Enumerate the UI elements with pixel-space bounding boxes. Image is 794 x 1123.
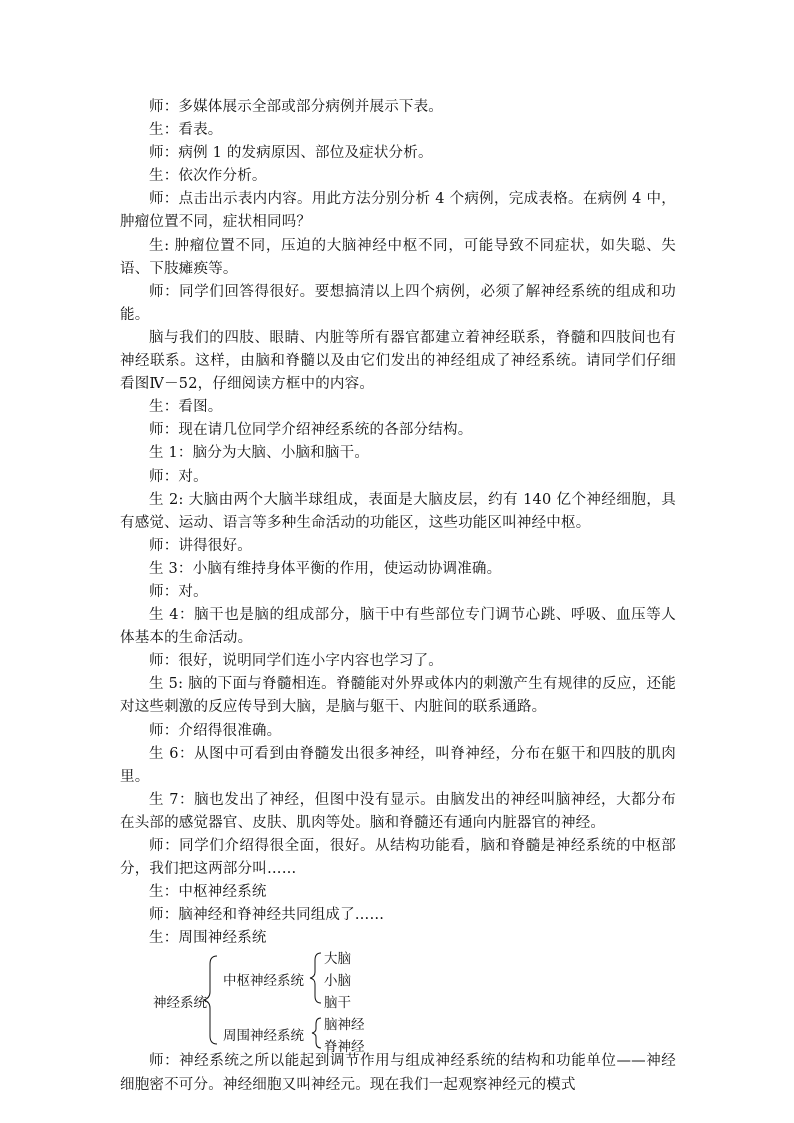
document-body <box>120 96 676 1097</box>
paragraph: 生：看表。 <box>149 122 223 139</box>
dialogue-paragraphs <box>120 96 676 950</box>
tree-branch-central: 中枢神经系统 <box>223 973 304 990</box>
paragraph: 师：同学们回答得很好。要想搞清以上四个病例，必须了解神经系统的组成和功能。 <box>120 283 676 323</box>
paragraph: 师：病例 1 的发病原因、部位及症状分析。 <box>149 145 433 162</box>
paragraph: 生: 肿瘤位置不同，压迫的大脑神经中枢不同，可能导致不同症状，如失聪、失语、下肢瘫痪等。 <box>120 237 676 277</box>
paragraph: 师：很好，说明同学们连小字内容也学习了。 <box>149 653 443 670</box>
paragraph: 师：对。 <box>149 583 208 600</box>
paragraph: 师：点击出示表内内容。用此方法分别分析 4 个病例，完成表格。在病例 4 中，肿瘤位置不同，症状相同吗？ <box>120 191 676 231</box>
paragraph: 生 3：小脑有维持身体平衡的作用，使运动协调准确。 <box>149 560 502 577</box>
tree-branch-peripheral: 周围神经系统 <box>223 1028 304 1045</box>
central-brace <box>310 953 321 1003</box>
paragraph: 生 1：脑分为大脑、小脑和脑干。 <box>149 445 370 462</box>
paragraph: 生：中枢神经系统 <box>149 884 267 901</box>
paragraph: 生 6：从图中可看到由脊髓发出很多神经，叫脊神经，分布在躯干和四肢的肌肉里。 <box>120 745 676 785</box>
paragraph: 生：周围神经系统 <box>149 930 267 947</box>
paragraph: 师：同学们介绍得很全面，很好。从结构功能看，脑和脊髓是神经系统的中枢部分，我们把这两部分叫…… <box>120 838 676 878</box>
paragraph: 生：看图。 <box>149 399 223 416</box>
paragraph: 师：介绍得很准确。 <box>149 722 282 739</box>
peripheral-brace <box>312 1018 321 1048</box>
paragraph: 师：多媒体展示全部或部分病例并展示下表。 <box>149 99 443 115</box>
paragraph: 脑与我们的四肢、眼睛、内脏等所有器官都建立着神经联系，脊髓和四肢间也有神经联系。这样，由脑和脊髓以及由它们发出的神经组成了神经系统。请同学们仔细看图Ⅳ－52，仔细阅读方框中的内容。 <box>120 329 676 393</box>
paragraph: 师：脑神经和脊神经共同组成了…… <box>149 907 385 924</box>
tree-root-label: 神经系统 <box>153 995 207 1012</box>
tree-leaf: 脑干 <box>324 995 351 1012</box>
tree-leaf: 小脑 <box>324 973 351 990</box>
paragraph: 生：依次作分析。 <box>149 168 267 185</box>
tree-leaf: 脑神经 <box>324 1017 365 1034</box>
closing-paragraph: 师：神经系统之所以能起到调节作用与组成神经系统的结构和功能单位——神经细胞密不可分。神经细胞又叫神经元。现在我们一起观察神经元的模式 <box>120 1053 676 1093</box>
paragraph: 生 5: 脑的下面与脊髓相连。脊髓能对外界或体内的刺激产生有规律的反应，还能对这些刺激的反应传导到大脑，是脑与躯干、内脏间的联系通路。 <box>120 676 676 716</box>
paragraph: 生 4：脑干也是脑的组成部分，脑干中有些部位专门调节心跳、呼吸、血压等人体基本的生命活动。 <box>120 607 676 647</box>
paragraph: 师：讲得很好。 <box>149 537 252 554</box>
tree-leaf: 脊神经 <box>324 1039 365 1056</box>
paragraph: 生 2: 大脑由两个大脑半球组成，表面是大脑皮层，约有 140 亿个神经细胞，具有感觉、运动、语言等多种生命活动的功能区，这些功能区叫神经中枢。 <box>120 491 676 531</box>
nervous-system-tree <box>120 950 676 1056</box>
paragraph: 师：对。 <box>149 468 208 485</box>
paragraph: 生 7：脑也发出了神经，但图中没有显示。由脑发出的神经叫脑神经，大都分布在头部的感觉器官、皮肤、肌肉等处。脑和脊髓还有通向内脏器官的神经。 <box>120 791 676 831</box>
paragraph: 师：现在请几位同学介绍神经系统的各部分结构。 <box>149 422 473 439</box>
tree-leaf: 大脑 <box>324 951 351 968</box>
